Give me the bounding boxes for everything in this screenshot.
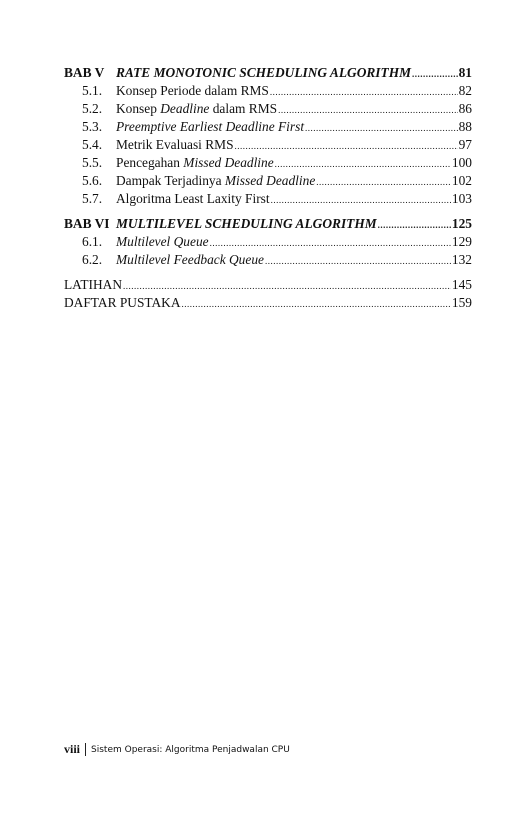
toc-section-entry <box>64 233 472 251</box>
section-title-part: Konsep <box>116 101 161 116</box>
leader-dots <box>271 194 451 206</box>
page-number: 103 <box>451 191 472 206</box>
page-number: 145 <box>451 277 472 292</box>
section-title-part: Multilevel Feedback Queue <box>116 252 264 267</box>
leader-dots <box>412 68 458 80</box>
toc-section-entry <box>64 118 472 136</box>
toc-section-entry <box>64 172 472 190</box>
page-number: 125 <box>451 216 472 231</box>
footer-divider <box>85 743 86 756</box>
toc-section-entry <box>64 82 472 100</box>
chapter-number: BAB VI <box>64 216 110 231</box>
toc-chapter-6 <box>64 215 472 233</box>
section-title-part: Missed Deadline <box>183 155 274 170</box>
page-footer <box>64 742 290 757</box>
section-number: 6.2. <box>82 252 103 267</box>
toc-section-entry <box>64 190 472 208</box>
leader-dots <box>270 86 458 98</box>
page-number: 86 <box>458 101 472 116</box>
toc-section-entry <box>64 251 472 269</box>
leader-dots <box>278 104 458 116</box>
toc-latihan <box>64 276 472 294</box>
section-title-part: Metrik Evaluasi RMS <box>116 137 234 152</box>
section-title <box>116 251 264 269</box>
section-title <box>116 118 304 136</box>
section-title <box>116 136 234 154</box>
page-number: 100 <box>451 155 472 170</box>
page-number: 81 <box>458 65 472 80</box>
entry-title: DAFTAR PUSTAKA <box>64 295 181 310</box>
section-title <box>116 172 315 190</box>
section-title-part: Preemptive Earliest Deadline First <box>116 119 305 134</box>
toc-section-entry <box>64 136 472 154</box>
page-number: 159 <box>451 295 472 310</box>
section-title-part: dalam RMS <box>209 101 278 116</box>
section-number: 5.7. <box>82 191 103 206</box>
page-number: 82 <box>458 83 472 98</box>
section-title <box>116 154 274 172</box>
leader-dots <box>210 237 451 249</box>
page-number: 88 <box>458 119 472 134</box>
entry-title: LATIHAN <box>64 277 123 292</box>
footer-book-title: Sistem Operasi: Algoritma Penjadwalan CPU <box>91 744 290 755</box>
chapter-title: RATE MONOTONIC SCHEDULING ALGORITHM <box>116 65 412 80</box>
page-number: 97 <box>458 137 472 152</box>
page-number: 129 <box>451 234 472 249</box>
toc-chapter-5 <box>64 64 472 82</box>
section-title-part: Konsep Periode dalam RMS <box>116 83 269 98</box>
section-title-part: Dampak Terjadinya <box>116 173 225 188</box>
toc-section-entry <box>64 154 472 172</box>
section-title-part: Deadline <box>160 101 210 116</box>
section-title <box>116 233 209 251</box>
section-title <box>116 82 269 100</box>
section-title-part: Pencegahan <box>116 155 184 170</box>
section-number: 5.3. <box>82 119 103 134</box>
table-of-contents <box>64 64 472 312</box>
page-number: 132 <box>451 252 472 267</box>
section-number: 5.2. <box>82 101 103 116</box>
leader-dots <box>265 255 451 267</box>
section-number: 6.1. <box>82 234 103 249</box>
section-title-part: Missed Deadline <box>224 173 316 188</box>
leader-dots <box>305 122 458 134</box>
chapter-number: BAB V <box>64 65 105 80</box>
leader-dots <box>275 158 451 170</box>
section-title <box>116 100 277 118</box>
page-number: 102 <box>451 173 472 188</box>
leader-dots <box>316 176 451 188</box>
section-number: 5.4. <box>82 137 103 152</box>
toc-section-entry <box>64 100 472 118</box>
chapter-title: MULTILEVEL SCHEDULING ALGORITHM <box>116 216 377 231</box>
section-title-part: Multilevel Queue <box>116 234 209 249</box>
section-title-part: Algoritma Least Laxity First <box>116 191 270 206</box>
section-number: 5.5. <box>82 155 103 170</box>
section-number: 5.6. <box>82 173 103 188</box>
leader-dots <box>123 280 451 292</box>
footer-page-number: viii <box>64 742 81 756</box>
leader-dots <box>235 140 458 152</box>
section-number: 5.1. <box>82 83 103 98</box>
leader-dots <box>378 219 451 231</box>
toc-daftar-pustaka <box>64 294 472 312</box>
leader-dots <box>182 298 451 310</box>
section-title <box>116 190 270 208</box>
